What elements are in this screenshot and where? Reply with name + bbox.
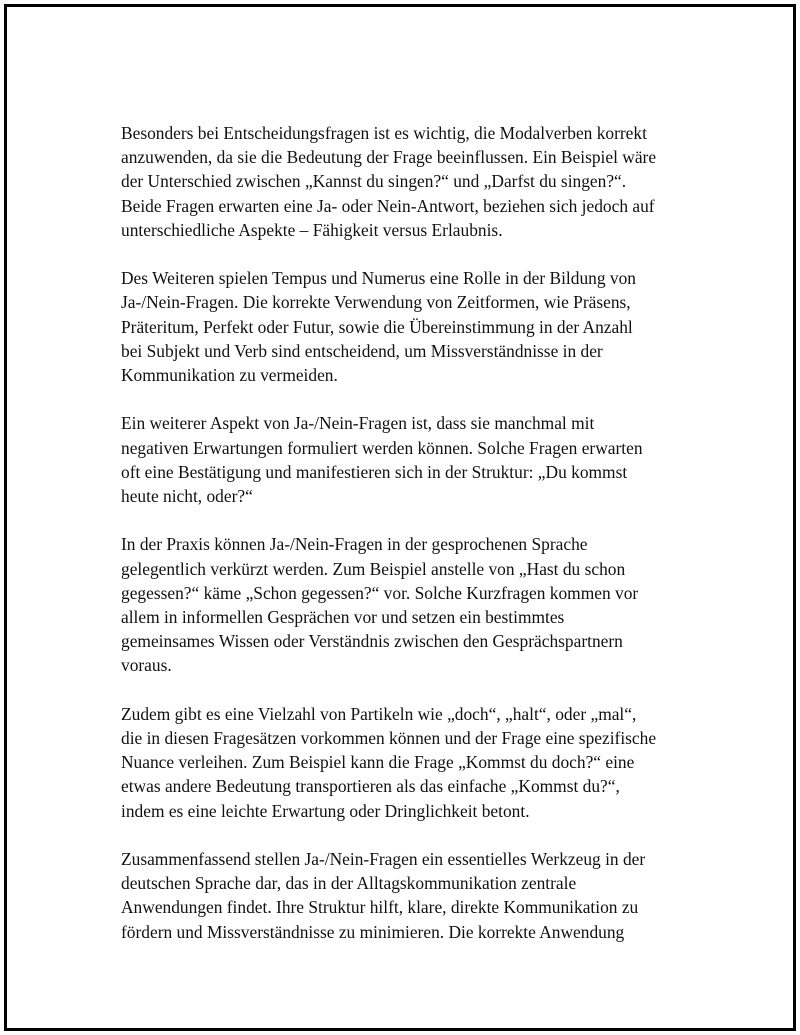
paragraph-tense-number: Des Weiteren spielen Tempus und Numerus eine Rolle in der Bildung von Ja-/Nein-Fragen. Die korrekte Verwendung von Zeitformen, wie Präsens, Präteritum, Perfekt oder Futur, sowie die Übereinstimmung in der Anzahl bei Subjekt und Verb sind entscheidend, um Missverständnisse in der Kommunikation zu vermeiden. (121, 268, 636, 386)
paragraph-negative-expectations: Ein weiterer Aspekt von Ja-/Nein-Fragen ist, dass sie manchmal mit negativen Erwartungen formuliert werden können. Solche Fragen erwarten oft eine Bestätigung und manifestieren sich in der Struktur: „Du kommst heute nicht, oder?“ (121, 413, 643, 507)
document-body (121, 121, 701, 968)
paragraph-particles: Zudem gibt es eine Vielzahl von Partikeln wie „doch“, „halt“, oder „mal“, die in diesen Fragesätzen vorkommen können und der Frage eine spezifische Nuance verleihen. Zum Beispiel kann die Frage „Kommst du doch?“ eine etwas andere Bedeutung transportieren als das einfache „Kommst du?“, indem es eine leichte Erwartung oder Dringlichkeit betont. (121, 703, 657, 821)
paragraph-modal-verbs: Besonders bei Entscheidungsfragen ist es wichtig, die Modalverben korrekt anzuwenden, da sie die Bedeutung der Frage beeinflussen. Ein Beispiel wäre der Unterschied zwischen „Kannst du singen?“ und „Darfst du singen?“. Beide Fragen erwarten eine Ja- oder Nein-Antwort, beziehen sich jedoch auf unterschiedliche Aspekte – Fähigkeit versus Erlaubnis. (121, 123, 657, 240)
page-frame (4, 4, 796, 1031)
paragraph-summary: Zusammenfassend stellen Ja-/Nein-Fragen ein essentielles Werkzeug in der deutschen Sprache dar, das in der Alltagskommunikation zentrale Anwendungen findet. Ihre Struktur hilft, klare, direkte Kommunikation zu fördern und Missverständnisse zu minimieren. Die korrekte Anwendung (121, 849, 646, 942)
paragraph-shortened-questions: In der Praxis können Ja-/Nein-Fragen in der gesprochenen Sprache gelegentlich verkürzt werden. Zum Beispiel anstelle von „Hast du schon gegessen?“ käme „Schon gegessen?“ vor. Solche Kurzfragen kommen vor allem in informellen Gesprächen vor und setzen ein bestimmtes gemeinsames Wissen oder Verständnis zwischen den Gesprächspartnern voraus. (121, 534, 639, 676)
